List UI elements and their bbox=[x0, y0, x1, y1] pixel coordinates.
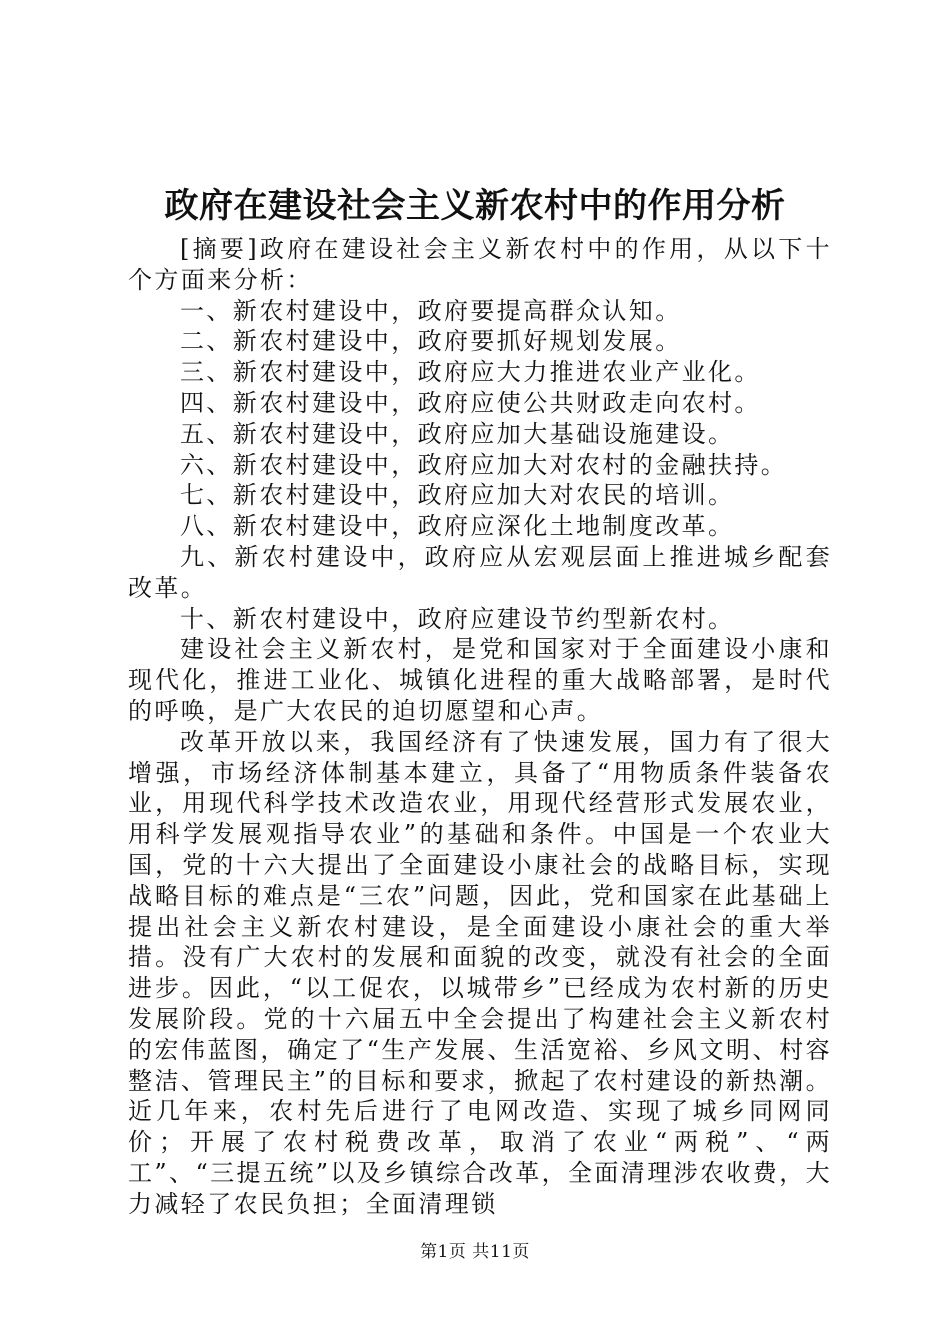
point-item: 八、新农村建设中，政府应深化土地制度改革。 bbox=[180, 512, 735, 541]
page-footer: 第1页 共11页 bbox=[420, 1242, 530, 1262]
point-item: 四、新农村建设中，政府应使公共财政走向农村。 bbox=[180, 388, 761, 417]
point-item: 七、新农村建设中，政府应加大对农民的培训。 bbox=[180, 481, 735, 510]
point-item: 二、新农村建设中，政府要抓好规划发展。 bbox=[180, 327, 682, 356]
document-body bbox=[128, 234, 832, 1220]
document-title: 政府在建设社会主义新农村中的作用分析 bbox=[164, 186, 786, 226]
point-item: 五、新农村建设中，政府应加大基础设施建设。 bbox=[180, 419, 735, 448]
abstract-paragraph: [摘要]政府在建设社会主义新农村中的作用，从以下十个方面来分析： bbox=[128, 235, 832, 294]
point-item: 三、新农村建设中，政府应大力推进农业产业化。 bbox=[180, 358, 761, 387]
point-item: 九、新农村建设中，政府应从宏观层面上推进城乡配套改革。 bbox=[128, 542, 832, 602]
point-item: 一、新农村建设中，政府要提高群众认知。 bbox=[180, 296, 682, 325]
body-paragraph: 改革开放以来，我国经济有了快速发展，国力有了很大增强，市场经济体制基本建立，具备了“用物质条件装备农业，用现代科学技术改造农业，用现代经营形式发展农业，用科学发展观指导农业”的基础和条件。中国是一个农业大国，党的十六大提出了全面建设小康社会的战略目标，实现战略目标的难点是“三农”问题，因此，党和国家在此基础上提出社会主义新农村建设，是全面建设小康社会的重大举措。没有广大农村的发展和面貌的改变，就没有社会的全面进步。因此，“以工促农，以城带乡”已经成为农村新的历史发展阶段。党的十六届五中全会提出了构建社会主义新农村的宏伟蓝图，确定了“生产发展、生活宽裕、乡风文明、村容整洁、管理民主”的目标和要求，掀起了农村建设的新热潮。近几年来，农村先后进行了电网改造、实现了城乡同网同价；开展了农村税费改革，取消了农业“两税”、“两工”、“三提五统”以及乡镇综合改革，全面清理涉农收费，大力减轻了农民负担；全面清理锁 bbox=[128, 727, 833, 1218]
body-paragraph: 建设社会主义新农村，是党和国家对于全面建设小康和现代化，推进工业化、城镇化进程的重大战略部署，是时代的呼唤，是广大农民的迫切愿望和心声。 bbox=[128, 635, 832, 725]
point-item: 十、新农村建设中，政府应建设节约型新农村。 bbox=[180, 604, 735, 633]
point-item: 六、新农村建设中，政府应加大对农村的金融扶持。 bbox=[180, 450, 788, 479]
